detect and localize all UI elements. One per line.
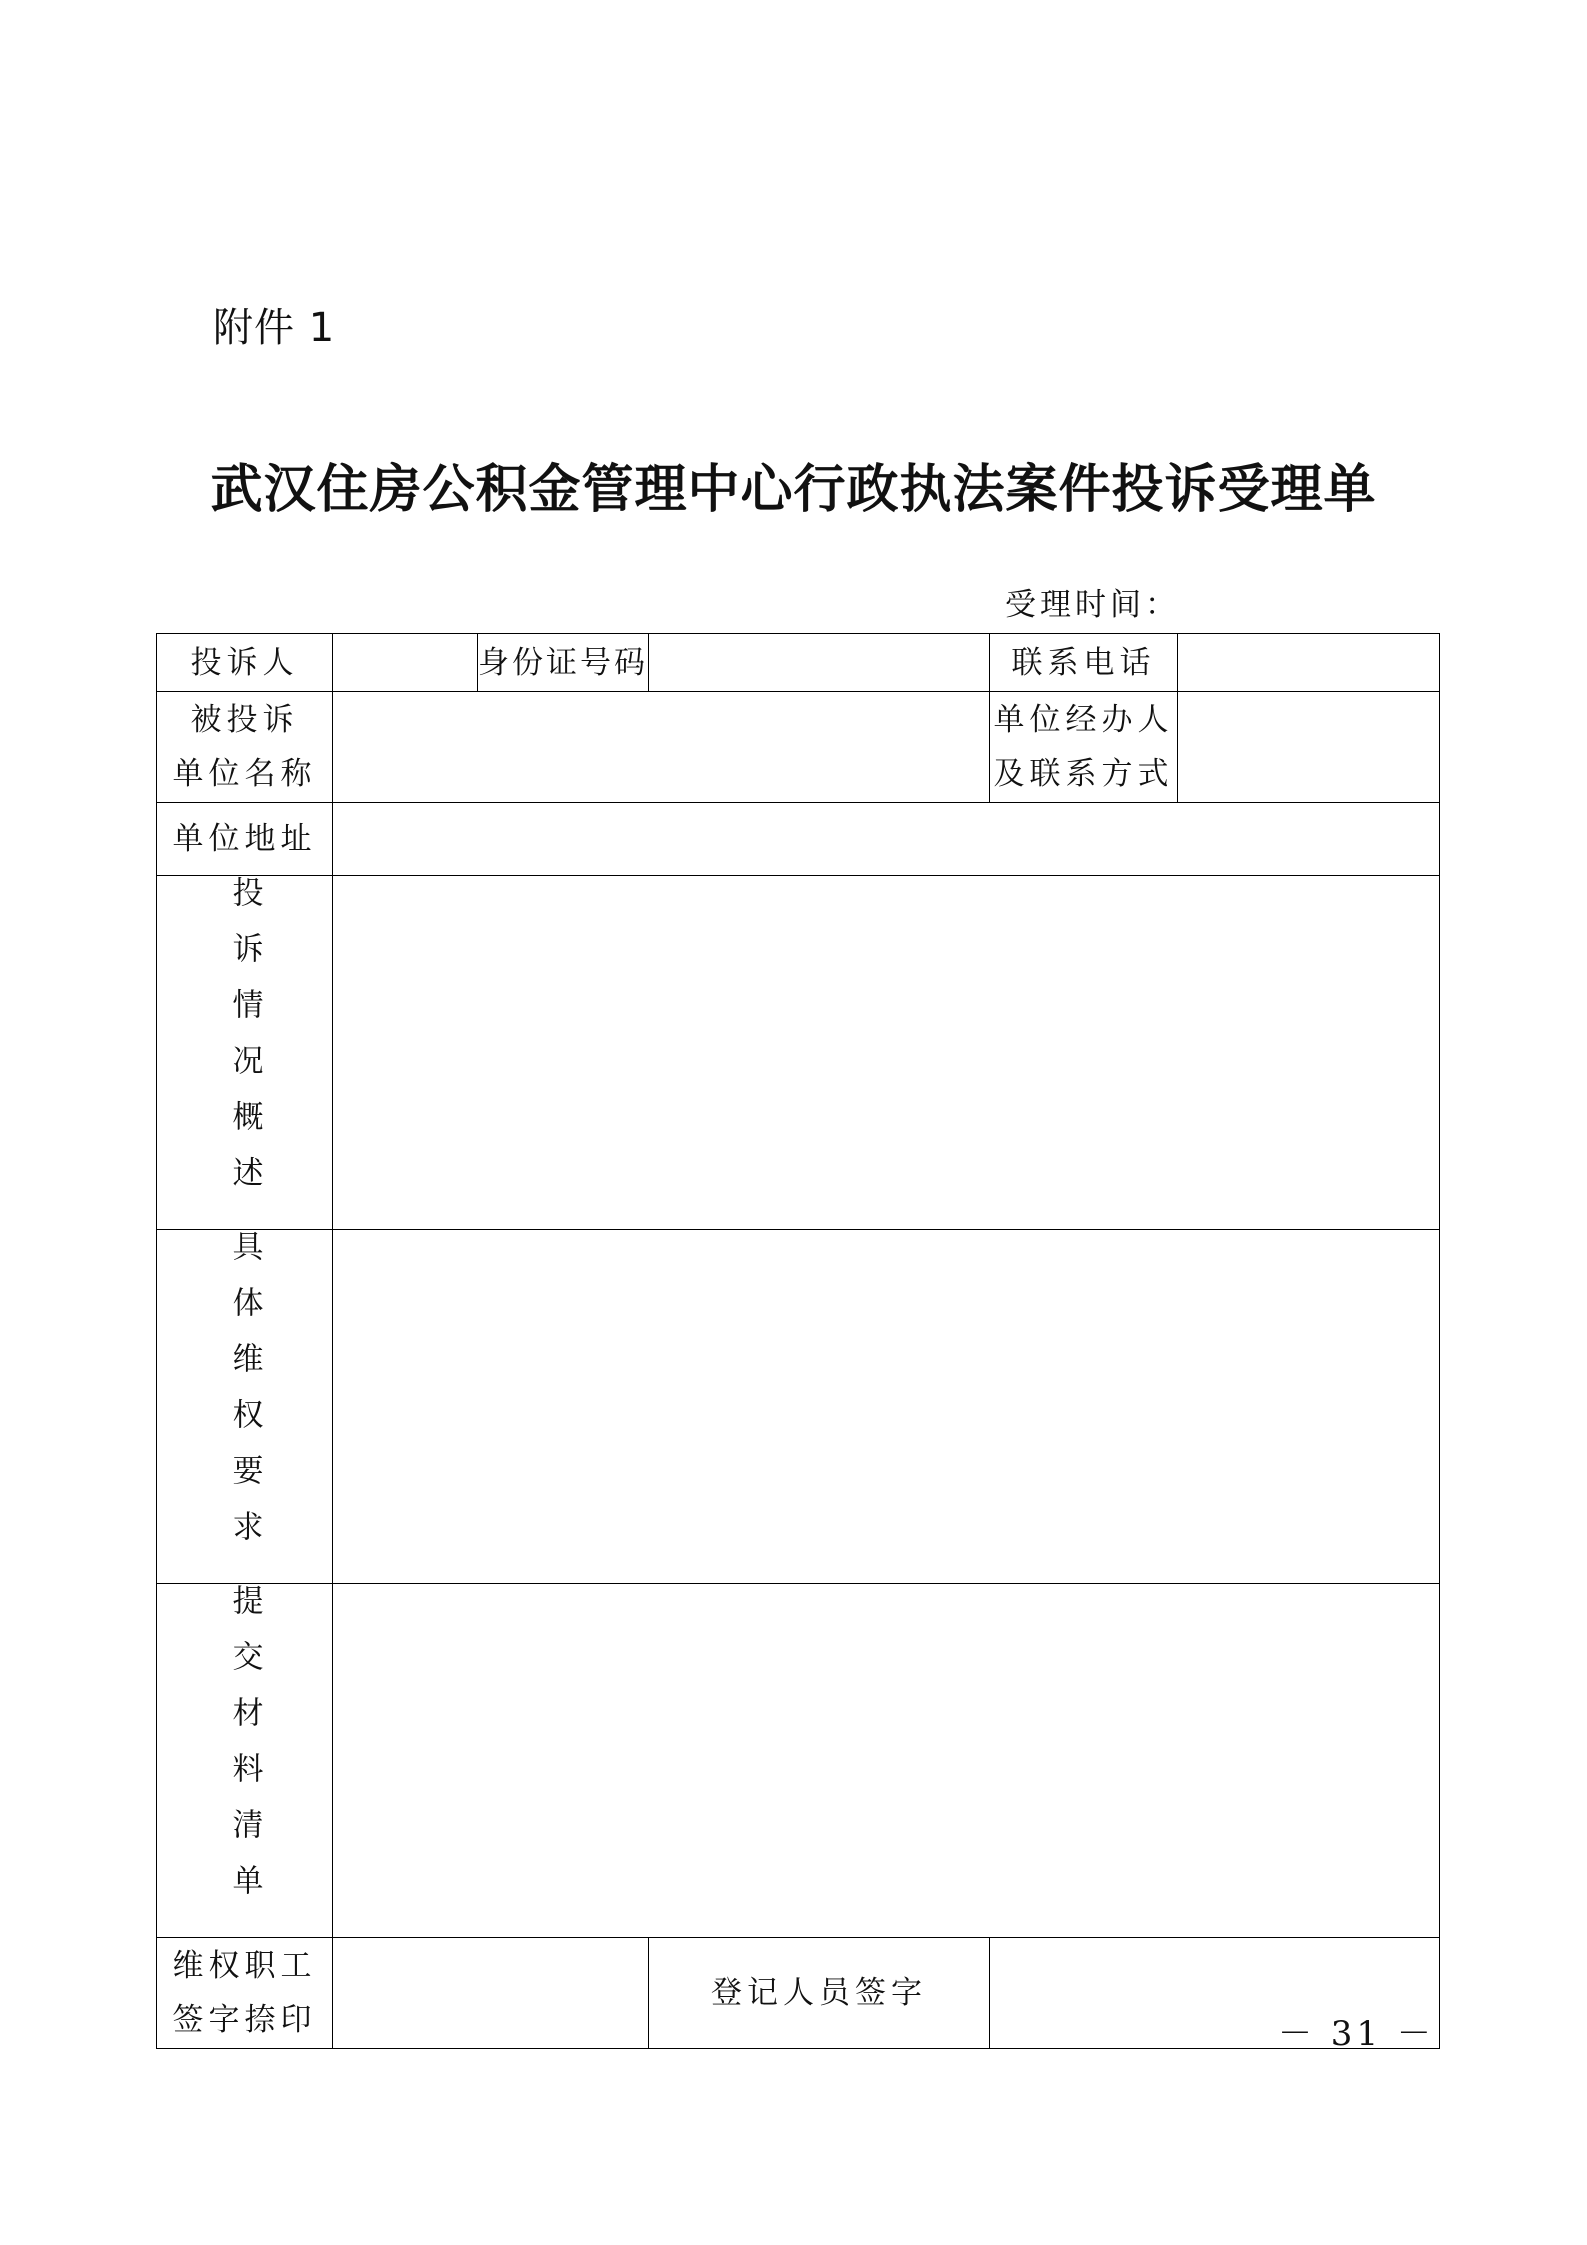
demand-label: 具体维权要求	[226, 1230, 263, 1566]
complainant-field[interactable]	[333, 634, 478, 692]
handler-field[interactable]	[1178, 692, 1440, 803]
page-title: 武汉住房公积金管理中心行政执法案件投诉受理单	[210, 460, 1377, 520]
handler-label	[990, 692, 1178, 803]
respondent-label-line1: 被投诉	[190, 702, 299, 738]
summary-field[interactable]	[333, 876, 1440, 1230]
address-label: 单位地址	[157, 803, 333, 876]
complaint-form-table	[156, 633, 1440, 2049]
id-number-label: 身份证号码	[478, 634, 649, 692]
staff-sign-label	[157, 1938, 333, 2049]
respondent-field[interactable]	[333, 692, 990, 803]
registrar-sign-label: 登记人员签字	[649, 1938, 990, 2049]
phone-label: 联系电话	[990, 634, 1178, 692]
phone-field[interactable]	[1178, 634, 1440, 692]
page-number: － 31 －	[1278, 2014, 1435, 2054]
accept-time-label: 受理时间：	[1005, 587, 1180, 623]
materials-field[interactable]	[333, 1584, 1440, 1938]
materials-label: 提交材料清单	[226, 1584, 263, 1920]
id-number-field[interactable]	[649, 634, 990, 692]
staff-sign-label-line1: 维权职工	[172, 1948, 317, 1984]
summary-label-cell	[157, 876, 333, 1230]
handler-label-line2: 及联系方式	[993, 756, 1174, 792]
demand-field[interactable]	[333, 1230, 1440, 1584]
handler-label-line1: 单位经办人	[993, 702, 1174, 738]
address-field[interactable]	[333, 803, 1440, 876]
staff-sign-label-line2: 签字捺印	[172, 2002, 317, 2038]
respondent-label-line2: 单位名称	[172, 756, 317, 792]
complainant-label: 投诉人	[157, 634, 333, 692]
demand-label-cell	[157, 1230, 333, 1584]
summary-label: 投诉情况概述	[226, 876, 263, 1212]
annex-label: 附件 1	[213, 305, 336, 351]
staff-sign-field[interactable]	[333, 1938, 649, 2049]
respondent-label	[157, 692, 333, 803]
materials-label-cell	[157, 1584, 333, 1938]
